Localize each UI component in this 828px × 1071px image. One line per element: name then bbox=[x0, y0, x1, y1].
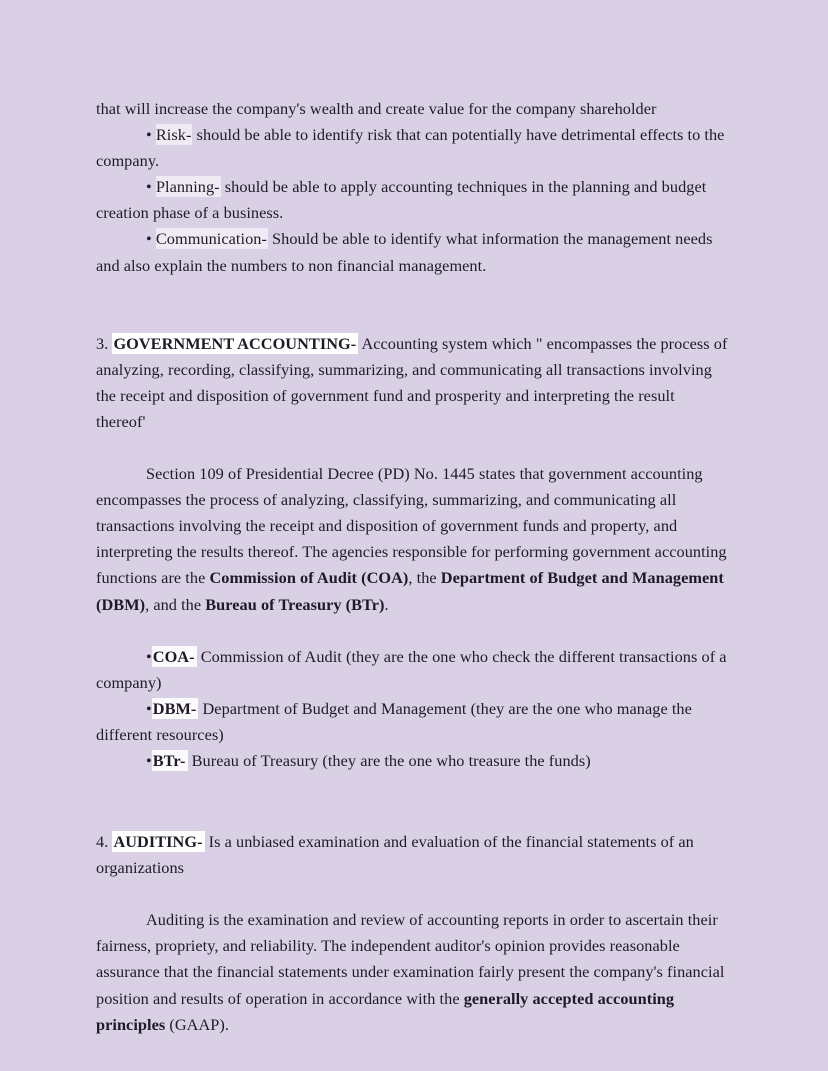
bullet-item-coa bbox=[96, 644, 728, 696]
bullet-item-risk bbox=[96, 122, 728, 174]
section-heading-auditing: AUDITING- bbox=[113, 832, 203, 852]
gov-para-part2: , the bbox=[408, 568, 441, 588]
bullet-marker-icon: • bbox=[146, 177, 152, 197]
section-number-government: 3. bbox=[96, 333, 109, 353]
bullet-text-btr: Bureau of Treasury (they are the one who treasure the funds) bbox=[187, 750, 591, 770]
section-auditing bbox=[96, 829, 728, 881]
paragraph-spacer bbox=[96, 881, 728, 907]
section-government-accounting bbox=[96, 331, 728, 435]
bullet-item-communication bbox=[96, 226, 728, 278]
paragraph-spacer bbox=[96, 435, 728, 461]
section-heading-government: GOVERNMENT ACCOUNTING- bbox=[113, 333, 357, 353]
bullet-term-btr: BTr- bbox=[152, 750, 186, 770]
paragraph-spacer bbox=[96, 618, 728, 644]
gov-para-part1: Section 109 of Presidential Decree (PD) No. 1445 states that government accounting encompasses the process of analyzing, classifying, summarizing, and communicating all transactions involving the receipt and disposition of government funds and property, and interpreting the results thereof. The agencies responsible for performing government accounting functions are the bbox=[96, 464, 727, 588]
bullet-text-communication: Should be able to identify what information the management needs and also explain the numbers to non financial management. bbox=[96, 229, 713, 275]
bullet-item-dbm bbox=[96, 696, 728, 748]
bullet-term-dbm: DBM- bbox=[152, 698, 197, 718]
section-number-auditing: 4. bbox=[96, 832, 109, 852]
agency-name-dbm: Department of Budget and Management (DBM) bbox=[96, 568, 724, 614]
gaap-principles-bold: generally accepted accounting principles bbox=[96, 988, 675, 1034]
bullet-marker-icon: • bbox=[146, 750, 152, 770]
gov-para-part4: . bbox=[384, 594, 389, 614]
bullet-text-coa: Commission of Audit (they are the one who check the different transactions of a company) bbox=[96, 646, 727, 692]
auditing-paragraph bbox=[96, 907, 728, 1037]
gov-para-part3: , and the bbox=[145, 594, 206, 614]
bullet-term-risk: Risk- bbox=[155, 125, 192, 145]
agency-name-btr: Bureau of Treasury (BTr) bbox=[205, 594, 385, 614]
section-spacer bbox=[96, 279, 728, 331]
bullet-term-communication: Communication- bbox=[155, 229, 267, 249]
bullet-marker-icon: • bbox=[146, 698, 152, 718]
government-accounting-paragraph bbox=[96, 461, 728, 618]
intro-continuation-text: that will increase the company's wealth and create value for the company shareholder bbox=[96, 99, 657, 118]
bullet-marker-icon: • bbox=[146, 646, 152, 666]
bullet-marker-icon: • bbox=[146, 229, 152, 249]
bullet-marker-icon: • bbox=[146, 125, 152, 145]
document-body bbox=[96, 96, 728, 1038]
section-definition-government: Accounting system which " encompasses the process of analyzing, recording, classifying, summarizing, and communicating all transactions involving the receipt and disposition of government fund and prosperity and interpreting the result thereof' bbox=[96, 333, 728, 431]
bullet-text-dbm: Department of Budget and Management (they are the one who manage the different resources) bbox=[96, 698, 692, 744]
section-definition-auditing: Is a unbiased examination and evaluation of the financial statements of an organizations bbox=[96, 832, 694, 878]
bullet-text-risk: should be able to identify risk that can potentially have detrimental effects to the company. bbox=[96, 125, 725, 171]
bullet-item-planning bbox=[96, 174, 728, 226]
audit-para-part2: (GAAP). bbox=[165, 1014, 229, 1034]
agency-name-coa: Commission of Audit (COA) bbox=[209, 568, 409, 588]
audit-para-part1: Auditing is the examination and review of accounting reports in order to ascertain their fairness, propriety, and reliability. The independent auditor's opinion provides reasonable assurance that the financial statements under examination fairly present the company's financial position and results of operation in accordance with the bbox=[96, 910, 725, 1008]
bullet-term-coa: COA- bbox=[152, 646, 195, 666]
section-spacer bbox=[96, 774, 728, 829]
bullet-text-planning: should be able to apply accounting techniques in the planning and budget creation phase of a business. bbox=[96, 177, 707, 223]
bullet-term-planning: Planning- bbox=[155, 177, 220, 197]
bullet-item-btr bbox=[96, 748, 728, 774]
intro-continuation-paragraph bbox=[96, 96, 728, 122]
